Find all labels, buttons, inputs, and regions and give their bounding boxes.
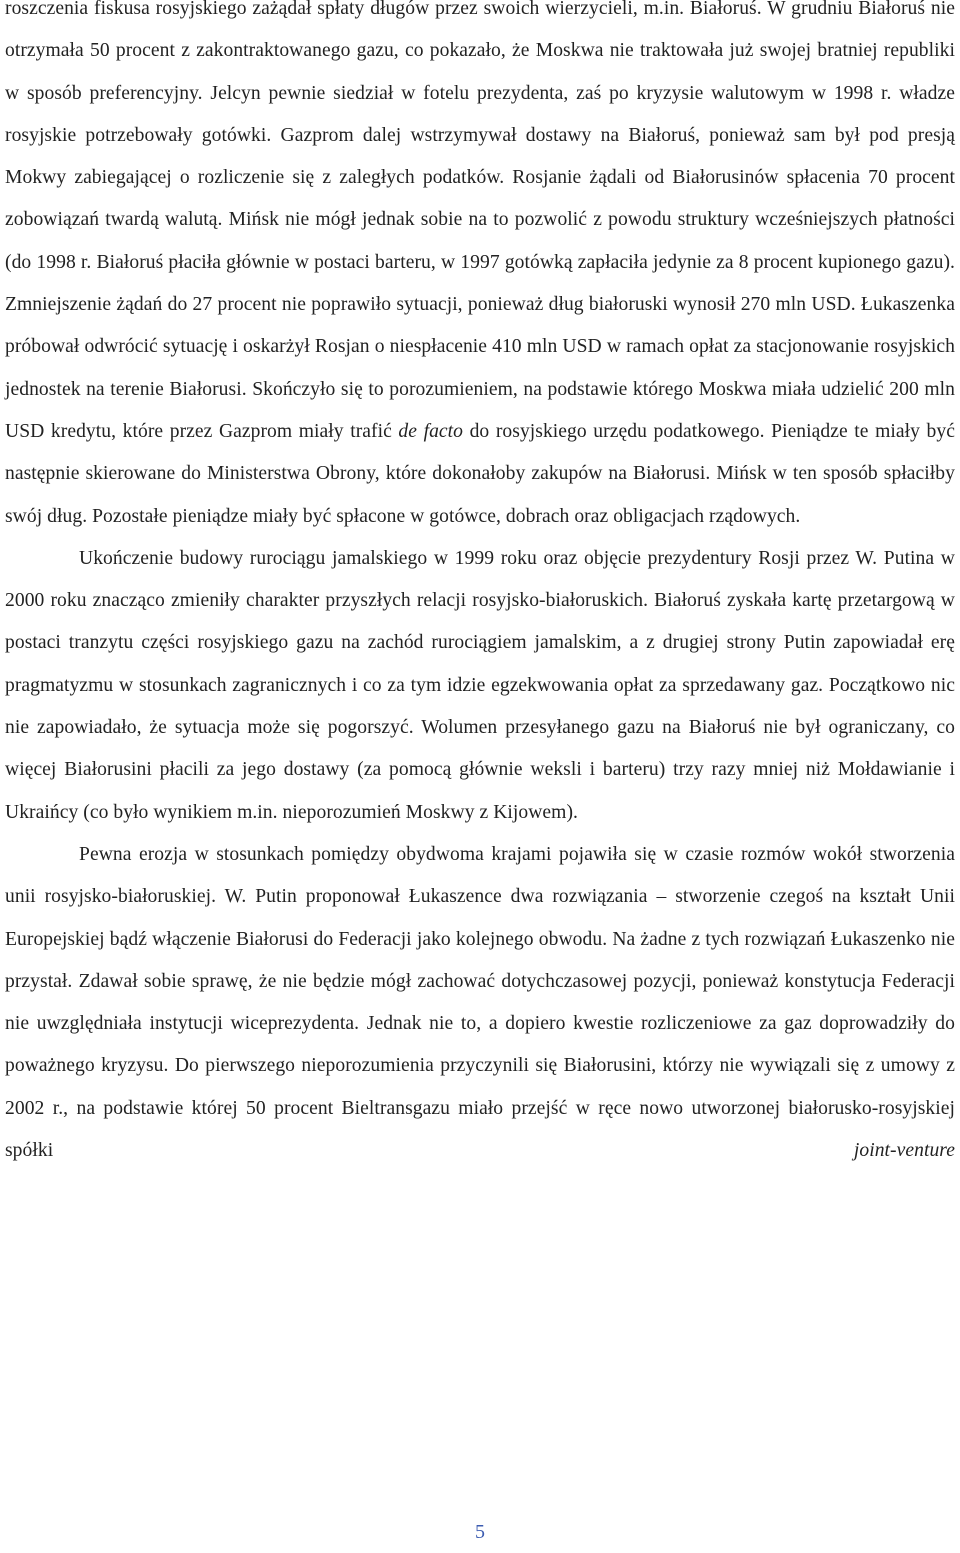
paragraph-text: Pewna erozja w stosunkach pomiędzy obydwoma krajami pojawiła się w czasie rozmów wokół stworzenia unii rosyjsko-białoruskiej. W. Putin proponował Łukaszence dwa rozwiązania – stworzenie czegoś na kształt Unii Europejskiej bądź włączenie Białorusi do Federacji jako kolejnego obwodu. Na żadne z tych rozwiązań Łukaszenko nie przystał. Zdawał sobie sprawę, że nie będzie mógł zachować dotychczasowej pozycji, ponieważ konstytucja Federacji nie uwzględniała instytucji wiceprezydenta. Jednak nie to, a dopiero kwestie rozliczeniowe za gaz doprowadziły do poważnego kryzysu. Do pierwszego nieporozumienia przyczynili się Białorusini, którzy nie wywiązali się z umowy z 2002 r., na podstawie której 50 procent Bieltransgazu miało przejść w ręce nowo utworzonej białorusko-rosyjskiej spółki bbox=[5, 843, 955, 1162]
paragraph-text-italic: de facto bbox=[398, 420, 464, 442]
paragraph bbox=[5, 834, 955, 1172]
paragraph-text: Ukończenie budowy rurociągu jamalskiego w 1999 roku oraz objęcie prezydentury Rosji przez W. Putina w 2000 roku znacząco zmieniły charakter przyszłych relacji rosyjsko-białoruskich. Białoruś zyskała kartę przetargową w postaci tranzytu części rosyjskiego gazu na zachód rurociągiem jamalskim, a z drugiej strony Putin zapowiadał erę pragmatyzmu w stosunkach zagranicznych i co za tym idzie egzekwowania opłat za sprzedawany gaz. Początkowo nic nie zapowiadało, że sytuacja może się pogorszyć. Wolumen przesyłanego gazu na Białoruś nie był ograniczany, co więcej Białorusini płacili za jego dostawy (za pomocą głównie weksli i barteru) trzy razy mniej niż Mołdawianie i Ukraińcy (co było wynikiem m.in. nieporozumień Moskwy z Kijowem). bbox=[5, 547, 955, 823]
paragraph-text: do rosyjskiego urzędu podatkowego. Pieniądze te miały być następnie skierowane do Ministerstwa Obrony, które dokonałoby zakupów na Białorusi. Mińsk w ten sposób spłaciłby swój dług. Pozostałe pieniądze miały być spłacone w gotówce, dobrach oraz obligacjach rządowych. bbox=[5, 420, 955, 527]
document-page bbox=[5, 0, 955, 1172]
paragraph bbox=[5, 538, 955, 834]
paragraph-text: roszczenia fiskusa rosyjskiego zażądał spłaty długów przez swoich wierzycieli, m.in. Białoruś. W grudniu Białoruś nie otrzymała 50 procent z zakontraktowanego gazu, co pokazało, że Moskwa nie traktowała już swojej bratniej republiki w sposób preferencyjny. Jelcyn pewnie siedział w fotelu prezydenta, zaś po kryzysie walutowym w 1998 r. władze rosyjskie potrzebowały gotówki. Gazprom dalej wstrzymywał dostawy na Białoruś, ponieważ sam był pod presją Mokwy zabiegającej o rozliczenie się z zaległych podatków. Rosjanie żądali od Białorusinów spłacenia 70 procent zobowiązań twardą walutą. Mińsk nie mógł jednak sobie na to pozwolić z powodu struktury wcześniejszych płatności (do 1998 r. Białoruś płaciła głównie w postaci barteru, w 1997 gotówką zapłaciła jedynie za 8 procent kupionego gazu). Zmniejszenie żądań do 27 procent nie poprawiło sytuacji, ponieważ dług białoruski wynosił 270 mln USD. Łukaszenka próbował odwrócić sytuację i oskarżył Rosjan o niespłacenie 410 mln USD w ramach opłat za stacjonowanie rosyjskich jednostek na terenie Białorusi. Skończyło się to porozumieniem, na podstawie którego Moskwa miała udzielić 200 mln USD kredytu, które przez Gazprom miały trafić bbox=[5, 0, 955, 442]
page-number: 5 bbox=[475, 1521, 485, 1543]
paragraph-text-italic: joint-venture bbox=[853, 1140, 955, 1162]
paragraph bbox=[5, 0, 955, 538]
